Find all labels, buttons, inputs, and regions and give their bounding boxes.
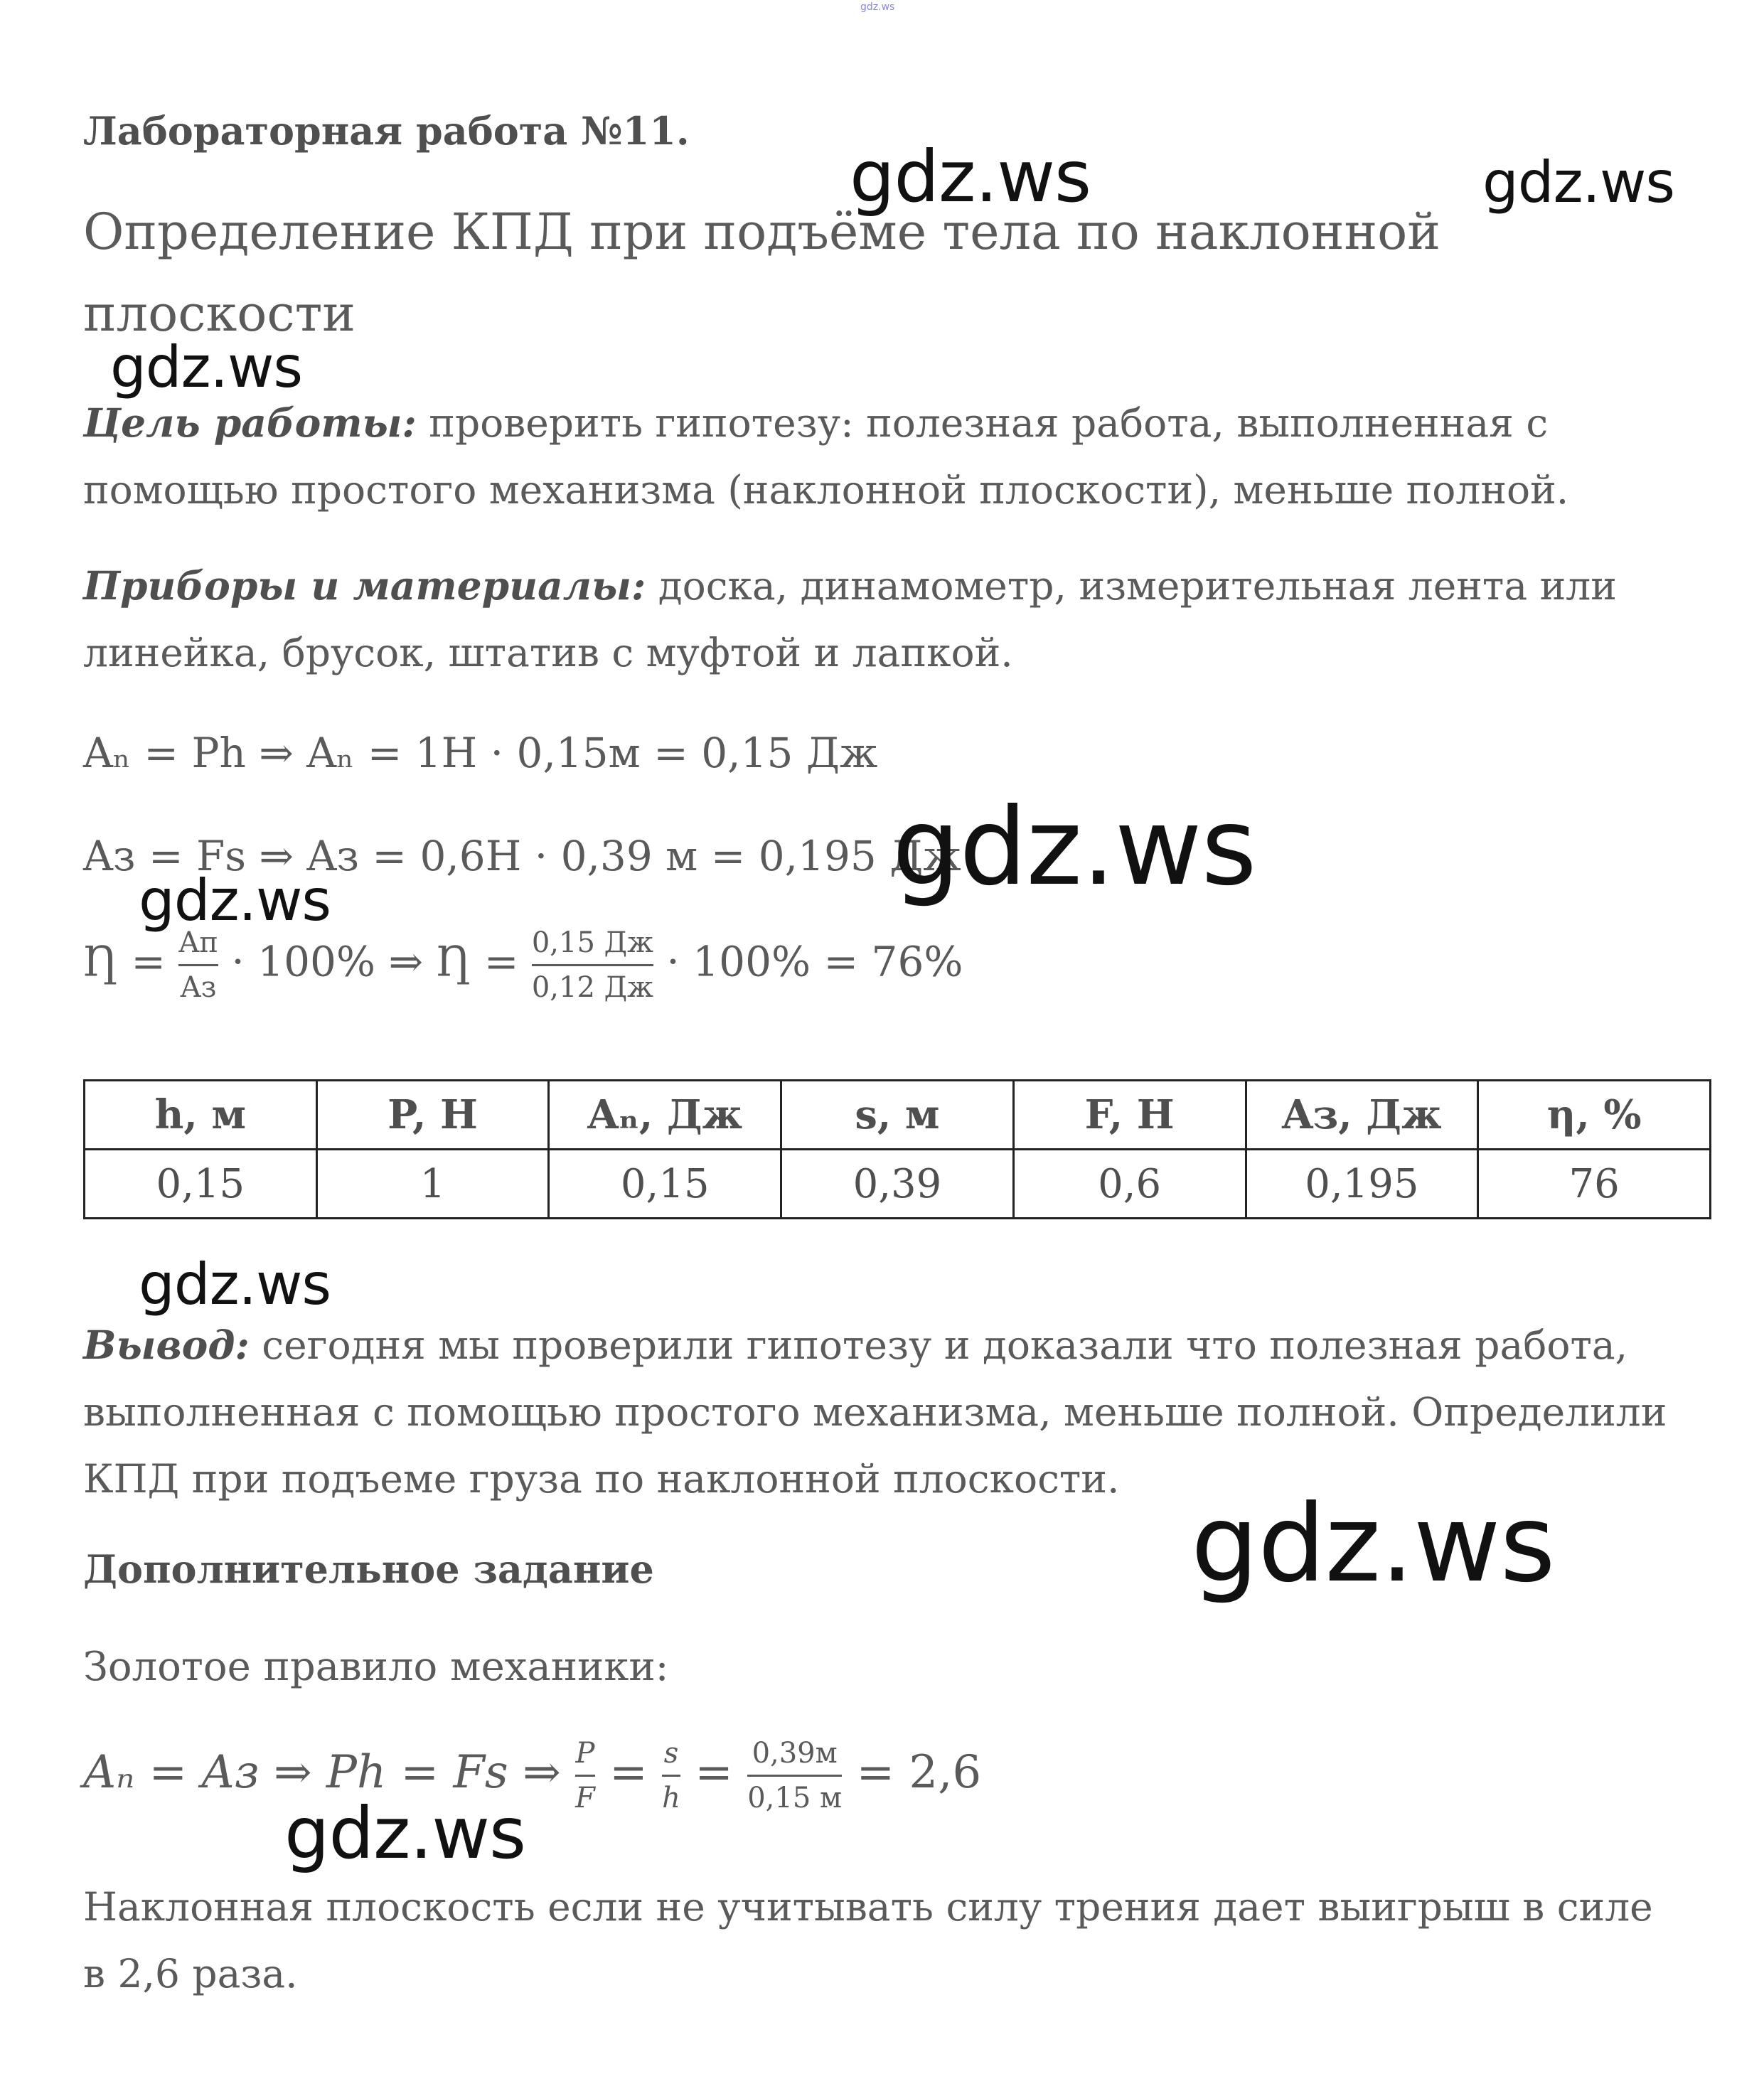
frac2-numerator: 0,15 Дж (531, 926, 653, 959)
useful-work-formula: Aₙ = Ph ⇒ Aₙ = 1H · 0,15м = 0,15 Дж (83, 729, 878, 777)
table-cell: 0,15 (85, 1150, 317, 1219)
materials-paragraph (83, 552, 1662, 686)
golden-rule-rhs: = 2,6 (856, 1746, 982, 1799)
watermark: gdz.ws (139, 1251, 331, 1317)
golden-fraction-3 (747, 1735, 842, 1817)
header-watermark: gdz.ws (860, 1, 895, 13)
golden-fraction-1 (575, 1735, 595, 1817)
watermark: gdz.ws (139, 867, 331, 934)
watermark: gdz.ws (850, 135, 1091, 218)
table-header-cell: s, м (781, 1081, 1014, 1150)
watermark: gdz.ws (1482, 149, 1675, 215)
golden-f1-denominator: F (575, 1782, 595, 1814)
table-cell: 0,6 (1013, 1150, 1246, 1219)
table-header-cell: Aₙ, Дж (549, 1081, 781, 1150)
subtitle-line-1: Определение КПД при подъёме тела по наклонной (83, 203, 1440, 261)
table-cell: 1 (316, 1150, 549, 1219)
subtitle-line-2: плоскости (83, 284, 356, 343)
golden-f3-numerator: 0,39м (752, 1737, 838, 1770)
materials-text: доска, динамометр, измерительная лента или линейка, брусок, штатив с муфтой и лапкой. (83, 563, 1617, 675)
efficiency-lhs: Ƞ = (83, 937, 166, 986)
watermark: gdz.ws (110, 334, 303, 400)
golden-f3-denominator: 0,15 м (747, 1782, 843, 1814)
efficiency-fraction-2 (532, 924, 653, 1006)
goal-paragraph (83, 390, 1662, 523)
frac2-denominator: 0,12 Дж (531, 971, 653, 1004)
table-header-cell: η, % (1478, 1081, 1711, 1150)
golden-rule-formula (83, 1735, 981, 1817)
table-header-cell: F, Н (1013, 1081, 1246, 1150)
page-title: Лабораторная работа №11. (83, 108, 690, 154)
final-paragraph: Наклонная плоскость если не учитывать силу трения дает выигрыш в силе в 2,6 раза. (83, 1884, 1653, 1996)
efficiency-formula (83, 924, 963, 1006)
watermark: gdz.ws (1191, 1482, 1555, 1606)
table-cell: 0,39 (781, 1150, 1014, 1219)
goal-text: проверить гипотезу: полезная работа, выполненная с помощью простого механизма (наклонной плоскости), меньше полной. (83, 400, 1569, 513)
total-work-formula: Aз = Fs ⇒ Aз = 0,6H · 0,39 м = 0,195 Дж (83, 832, 961, 880)
goal-label: Цель работы: (83, 400, 417, 446)
conclusion-label: Вывод: (83, 1322, 250, 1368)
efficiency-fraction-1 (178, 924, 218, 1006)
conclusion-text: сегодня мы проверили гипотезу и доказали что полезная работа, выполненная с помощью простого механизма, меньше полной. Определили КПД при подъеме груза по наклонной плоскости. (83, 1322, 1667, 1502)
table-cell: 0,195 (1246, 1150, 1478, 1219)
materials-label: Приборы и материалы: (83, 562, 646, 609)
golden-rule-label: Золотое правило механики: (83, 1644, 669, 1690)
table-cell: 76 (1478, 1150, 1711, 1219)
golden-rule-lhs: Aₙ = Aз ⇒ Ph = Fs ⇒ (83, 1746, 561, 1799)
golden-eq-1: = (609, 1746, 648, 1799)
golden-f1-numerator: P (575, 1737, 595, 1770)
golden-eq-2: = (695, 1746, 733, 1799)
table-row (85, 1150, 1711, 1219)
golden-f2-numerator: s (663, 1737, 679, 1770)
table-header-row (85, 1081, 1711, 1150)
frac1-numerator: Aп (178, 926, 218, 959)
table-header-cell: h, м (85, 1081, 317, 1150)
efficiency-rhs: · 100% = 76% (666, 937, 963, 986)
frac1-denominator: Aз (180, 971, 217, 1004)
table-header-cell: P, Н (316, 1081, 549, 1150)
watermark: gdz.ws (892, 786, 1256, 909)
results-table (83, 1079, 1711, 1219)
golden-fraction-2 (662, 1735, 680, 1817)
table-cell: 0,15 (549, 1150, 781, 1219)
watermark: gdz.ws (284, 1792, 526, 1875)
efficiency-mid: · 100% ⇒ Ƞ = (231, 937, 519, 986)
golden-f2-denominator: h (662, 1782, 680, 1814)
table-header-cell: Aз, Дж (1246, 1081, 1478, 1150)
extra-task-title: Дополнительное задание (83, 1546, 654, 1592)
